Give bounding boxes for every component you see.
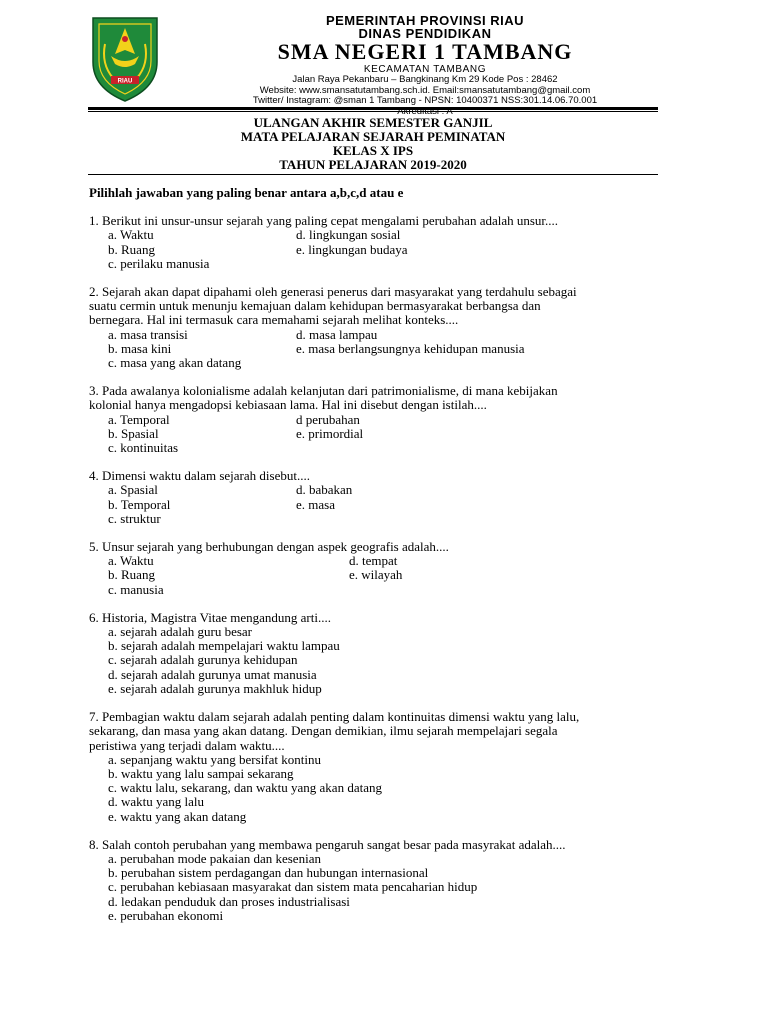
question-text: 7. Pembagian waktu dalam sejarah adalah penting dalam kontinuitas dimensi waktu yang lalu, — [89, 709, 580, 725]
question-item — [89, 838, 669, 923]
question-item — [89, 469, 669, 526]
answer-option: b. Spasial — [108, 425, 159, 441]
letterhead — [180, 14, 670, 117]
question-text: 6. Historia, Magistra Vitae mengandung arti.... — [89, 609, 331, 625]
answer-option: d. babakan — [296, 482, 353, 498]
question-text: peristiwa yang terjadi dalam waktu.... — [89, 737, 285, 753]
answer-option: a. sepanjang waktu yang bersifat kontinu — [108, 751, 321, 767]
answer-option: a. Temporal — [108, 411, 170, 427]
question-text: 8. Salah contoh perubahan yang membawa pengaruh sangat besar pada masyrakat adalah.... — [89, 836, 566, 852]
answer-option: b. waktu yang lalu sampai sekarang — [108, 765, 294, 781]
question-text: 1. Berikut ini unsur-unsur sejarah yang paling cepat mengalami perubahan adalah unsur.... — [89, 213, 559, 229]
question-item — [89, 214, 669, 271]
question-item — [89, 384, 669, 455]
district-line: KECAMATAN TAMBANG — [363, 64, 487, 75]
answer-option: a. Spasial — [108, 482, 158, 498]
exam-title-line: ULANGAN AKHIR SEMESTER GANJIL — [253, 115, 493, 130]
answer-option: d. tempat — [349, 553, 398, 569]
question-text: 4. Dimensi waktu dalam sejarah disebut.... — [89, 468, 310, 484]
answer-option: b. Ruang — [108, 567, 155, 583]
header-divider-thin — [88, 111, 658, 112]
answer-option: a. Waktu — [108, 553, 154, 569]
exam-subject-line: MATA PELAJARAN SEJARAH PEMINATAN — [240, 129, 506, 144]
answer-option: e. perubahan ekonomi — [108, 907, 224, 923]
department-line: DINAS PENDIDIKAN — [358, 26, 492, 41]
social-line: Twitter/ Instagram: @sman 1 Tambang - NPSN: 10400371 NSS:301.14.06.70.001 — [252, 95, 598, 106]
riau-province-logo — [89, 14, 161, 104]
answer-option: c. kontinuitas — [108, 440, 179, 456]
answer-option: e. primordial — [296, 425, 364, 441]
exam-year-line: TAHUN PELAJARAN 2019-2020 — [279, 157, 467, 172]
answer-option: d perubahan — [296, 411, 360, 427]
question-text: 3. Pada awalanya kolonialisme adalah kelanjutan dari patrimonialisme, di mana kebijakan — [89, 383, 558, 399]
government-line: PEMERINTAH PROVINSI RIAU — [325, 13, 525, 28]
answer-option: d. masa lampau — [296, 326, 378, 342]
question-item — [89, 540, 669, 597]
answer-option: a. sejarah adalah guru besar — [108, 624, 253, 640]
answer-option: b. sejarah adalah mempelajari waktu lampau — [108, 638, 340, 654]
answer-option: d. lingkungan sosial — [296, 227, 401, 243]
answer-option: b. Temporal — [108, 496, 171, 512]
answer-option: c. masa yang akan datang — [108, 355, 242, 371]
answer-option: e. wilayah — [349, 567, 403, 583]
question-text: suatu cermin untuk menunju kemajuan dalam kehidupan bermasyarakat berbangsa dan — [89, 298, 541, 314]
answer-option: e. masa berlangsungnya kehidupan manusia — [296, 340, 525, 356]
answer-option: c. perilaku manusia — [108, 255, 210, 271]
question-text: bernegara. Hal ini termasuk cara memahami sejarah melihat konteks.... — [89, 312, 459, 328]
answer-option: b. Ruang — [108, 241, 155, 257]
answer-option: e. waktu yang akan datang — [108, 808, 247, 824]
question-text: 2. Sejarah akan dapat dipahami oleh generasi penerus dari masyarakat yang terdahulu sebagai — [89, 284, 577, 300]
answer-option: b. masa kini — [108, 340, 172, 356]
answer-option: c. manusia — [108, 581, 164, 597]
question-item — [89, 285, 669, 370]
address-line: Jalan Raya Pekanbaru – Bangkinang Km 29 Kode Pos : 28462 — [292, 74, 558, 85]
answer-option: c. struktur — [108, 510, 161, 526]
answer-option: c. waktu lalu, sekarang, dan waktu yang akan datang — [108, 780, 382, 796]
title-divider — [88, 174, 658, 175]
question-text: sekarang, dan masa yang akan datang. Dengan demikian, ilmu sejarah mempelajari segala — [89, 723, 558, 739]
answer-option: e. lingkungan budaya — [296, 241, 408, 257]
exam-title — [88, 116, 658, 172]
answer-option: a. masa transisi — [108, 326, 188, 342]
answer-option: e. masa — [296, 496, 335, 512]
question-item — [89, 710, 669, 824]
logo-text: RIAU — [117, 78, 133, 85]
website-line: Website: www.smansatutambang.sch.id. Email:smansatutambang@gmail.com — [259, 84, 591, 96]
header-divider-thick — [88, 107, 658, 110]
answer-option: a. Waktu — [108, 227, 154, 243]
answer-option: b. perubahan sistem perdagangan dan hubungan internasional — [108, 865, 429, 881]
question-list — [89, 186, 669, 937]
school-name: SMA NEGERI 1 TAMBANG — [277, 39, 573, 64]
answer-option: a. perubahan mode pakaian dan kesenian — [108, 850, 321, 866]
answer-option: c. sejarah adalah gurunya kehidupan — [108, 652, 298, 668]
answer-option: d. waktu yang lalu — [108, 794, 205, 810]
answer-option: d. ledakan penduduk dan proses industrialisasi — [108, 893, 350, 909]
exam-class-line: KELAS X IPS — [332, 143, 414, 158]
question-text: kolonial hanya mengadopsi kebiasaan lama. Hal ini disebut dengan istilah.... — [89, 397, 487, 413]
instruction-text: Pilihlah jawaban yang paling benar antara a,b,c,d atau e — [89, 185, 404, 200]
question-item — [89, 611, 669, 696]
question-text: 5. Unsur sejarah yang berhubungan dengan aspek geografis adalah.... — [89, 539, 449, 555]
answer-option: e. sejarah adalah gurunya makhluk hidup — [108, 680, 322, 696]
answer-option: d. sejarah adalah gurunya umat manusia — [108, 666, 317, 682]
answer-option: c. perubahan kebiasaan masyarakat dan sistem mata pencaharian hidup — [108, 879, 478, 895]
